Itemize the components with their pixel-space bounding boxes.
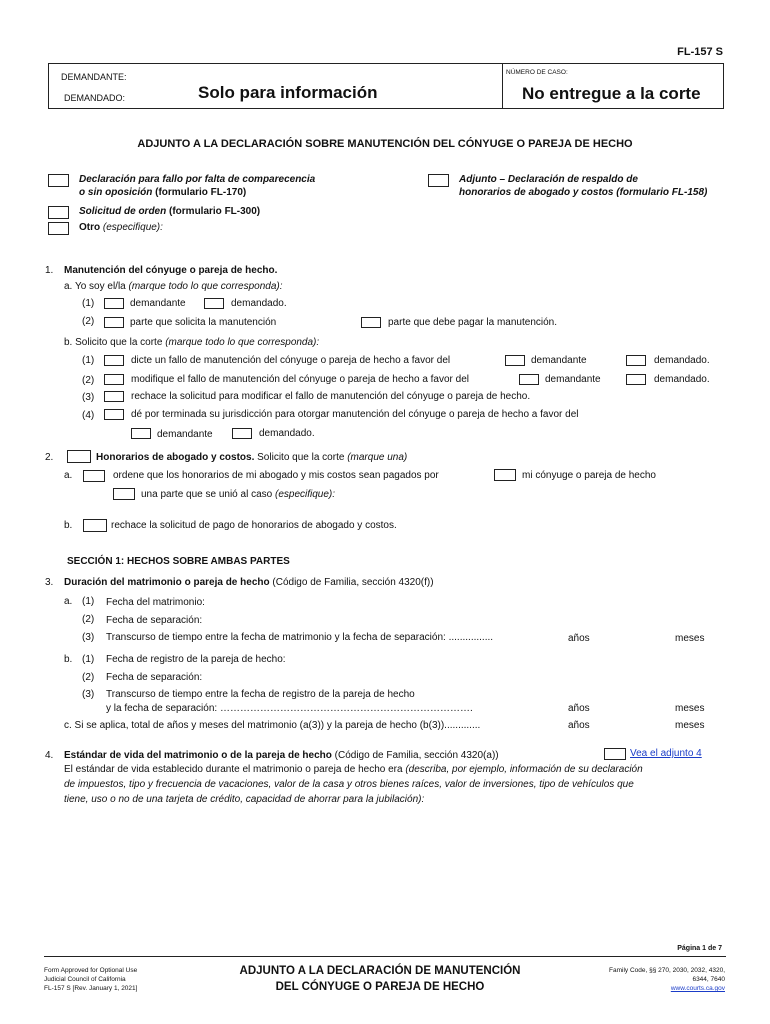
other-checkbox[interactable] bbox=[48, 222, 69, 235]
item1a2-requesting-checkbox[interactable] bbox=[104, 317, 124, 328]
item1b4-number: (4) bbox=[82, 410, 95, 421]
item3a2-number: (2) bbox=[82, 614, 95, 625]
item2-title: Honorarios de abogado y costos. bbox=[96, 452, 255, 463]
item1b1-number: (1) bbox=[82, 355, 95, 366]
item3a2-text: Fecha de separación: bbox=[106, 615, 203, 626]
item2-text: Solicito que la corte bbox=[257, 452, 345, 463]
item1b2-demandado-checkbox[interactable] bbox=[626, 374, 646, 385]
item3b3-text-2: y la fecha de separación: …………………………………………………………………. bbox=[106, 703, 473, 714]
case-number-label: NÚMERO DE CASO: bbox=[506, 69, 568, 76]
item1b3-checkbox[interactable] bbox=[104, 391, 124, 402]
item1a2-requesting-label: parte que solicita la manutención bbox=[130, 317, 277, 328]
item2a-checkbox[interactable] bbox=[83, 470, 105, 482]
item1b2-text: modifique el fallo de manutención del cónyuge o pareja de hecho a favor del bbox=[131, 374, 470, 385]
item4-line1a: El estándar de vida establecido durante el matrimonio o pareja de hecho era bbox=[64, 764, 403, 775]
item4-code: (Código de Familia, sección 4320(a)) bbox=[334, 750, 499, 761]
item3b3-number: (3) bbox=[82, 689, 95, 700]
item3b1-text: Fecha de registro de la pareja de hecho: bbox=[106, 654, 286, 665]
item1b4-demandante-label: demandante bbox=[157, 429, 213, 440]
item1b4-checkbox[interactable] bbox=[104, 409, 124, 420]
footer-rule bbox=[44, 956, 726, 957]
fl300-checkbox[interactable] bbox=[48, 206, 69, 219]
item4-line1b: (describa, por ejemplo, información de su declaración bbox=[405, 764, 643, 775]
item1b-italic: (marque todo lo que corresponda): bbox=[165, 337, 320, 348]
fl170-checkbox[interactable] bbox=[48, 174, 69, 187]
item4-line3: tiene, uso o no de una tarjeta de crédito, capacidad de ahorrar para la jubilación): bbox=[64, 794, 425, 805]
item3-number: 3. bbox=[45, 577, 54, 588]
item2-italic: (marque una) bbox=[347, 452, 408, 463]
item1b2-demandante-checkbox[interactable] bbox=[519, 374, 539, 385]
item2b-text: rechace la solicitud de pago de honorarios de abogado y costos. bbox=[111, 520, 397, 531]
item3a3-text: Transcurso de tiempo entre la fecha de matrimonio y la fecha de separación: ................ bbox=[106, 632, 494, 643]
item1b2-demandante-label: demandante bbox=[545, 374, 601, 385]
footer-title-1: ADJUNTO A LA DECLARACIÓN DE MANUTENCIÓN bbox=[239, 965, 521, 977]
item3b2-number: (2) bbox=[82, 672, 95, 683]
item1b4-demandante-checkbox[interactable] bbox=[131, 428, 151, 439]
item4-number: 4. bbox=[45, 750, 54, 761]
footer-approval: Form Approved for Optional Use bbox=[44, 967, 138, 974]
item2-checkbox[interactable] bbox=[67, 450, 91, 463]
item2b-checkbox[interactable] bbox=[83, 519, 107, 532]
item3a3-number: (3) bbox=[82, 632, 95, 643]
item3c-years-label: años bbox=[568, 720, 590, 731]
item2a-spouse-checkbox[interactable] bbox=[494, 469, 516, 481]
item1a2-paying-label: parte que debe pagar la manutención. bbox=[388, 317, 558, 328]
item1b-text: Solicito que la corte bbox=[75, 337, 163, 348]
footer-code-1: Family Code, §§ 270, 2030, 2032, 4320, bbox=[609, 967, 725, 974]
item3a-prefix: a. bbox=[64, 596, 73, 607]
footer-council: Judicial Council of California bbox=[44, 976, 126, 983]
item1b1-demandado-checkbox[interactable] bbox=[626, 355, 646, 366]
item1b1-text: dicte un fallo de manutención del cónyuge o pareja de hecho a favor del bbox=[131, 355, 451, 366]
item2-number: 2. bbox=[45, 452, 54, 463]
item1-title: Manutención del cónyuge o pareja de hecho. bbox=[64, 265, 278, 276]
item1a1-demandado-checkbox[interactable] bbox=[204, 298, 224, 309]
item4-attachment-checkbox[interactable] bbox=[604, 748, 626, 760]
item2a-party-checkbox[interactable] bbox=[113, 488, 135, 500]
item1b-prefix: b. bbox=[64, 337, 73, 348]
item1a1-number: (1) bbox=[82, 298, 95, 309]
item3b2-text: Fecha de separación: bbox=[106, 672, 203, 683]
item1a1-demandante-checkbox[interactable] bbox=[104, 298, 124, 309]
do-not-deliver-notice: No entregue a la corte bbox=[522, 84, 701, 103]
item1b1-demandante-checkbox[interactable] bbox=[505, 355, 525, 366]
caption-divider bbox=[502, 64, 503, 108]
item3c-months-label: meses bbox=[675, 720, 705, 731]
caption-box bbox=[48, 63, 724, 109]
item3b1-number: (1) bbox=[82, 654, 95, 665]
item2a-text: ordene que los honorarios de mi abogado y mis costos sean pagados por bbox=[113, 470, 439, 481]
item1a1-demandante-label: demandante bbox=[130, 298, 186, 309]
fl158-label-2: honorarios de abogado y costos (formulario FL-158) bbox=[459, 187, 708, 198]
item3b3-years-label: años bbox=[568, 703, 590, 714]
item1b2-number: (2) bbox=[82, 375, 95, 386]
footer-revision: FL-157 S [Rev. January 1, 2021] bbox=[44, 985, 138, 992]
item3a1-number: (1) bbox=[82, 596, 95, 607]
item1b4-text: dé por terminada su jurisdicción para otorgar manutención del cónyuge o pareja de hecho a favor del bbox=[131, 409, 579, 420]
item1a-italic: (marque todo lo que corresponda): bbox=[128, 281, 283, 292]
item3a3-months-label: meses bbox=[675, 633, 705, 644]
fl158-checkbox[interactable] bbox=[428, 174, 449, 187]
fl170-label-2b: (formulario FL-170) bbox=[155, 187, 247, 198]
item3a3-years-label: años bbox=[568, 633, 590, 644]
form-title: ADJUNTO A LA DECLARACIÓN SOBRE MANUTENCIÓN DEL CÓNYUGE O PAREJA DE HECHO bbox=[137, 138, 633, 150]
fl300-label-b: (formulario FL-300) bbox=[169, 206, 261, 217]
item1b3-text: rechace la solicitud para modificar el fallo de manutención del cónyuge o pareja de hecho. bbox=[131, 391, 531, 402]
item4-line2: de impuestos, tipo y frecuencia de vacaciones, valor de la casa y otros bienes raíces, valor de inversiones, tipo de vehículos que bbox=[64, 779, 634, 790]
fl170-label-1: Declaración para fallo por falta de comparecencia bbox=[79, 174, 316, 185]
item1b4-demandado-checkbox[interactable] bbox=[232, 428, 252, 439]
item3b3-text-1: Transcurso de tiempo entre la fecha de registro de la pareja de hecho bbox=[106, 689, 415, 700]
other-specify-label: (especifique): bbox=[102, 222, 163, 233]
demandado-label: DEMANDADO: bbox=[64, 93, 126, 103]
item3b-prefix: b. bbox=[64, 654, 73, 665]
footer-code-2: 6344, 7640 bbox=[692, 976, 725, 983]
item1b3-number: (3) bbox=[82, 392, 95, 403]
fl170-label-2a: o sin oposición bbox=[79, 187, 153, 198]
page-number: Página 1 de 7 bbox=[677, 945, 722, 952]
item2a-spouse-label: mi cónyuge o pareja de hecho bbox=[522, 470, 656, 481]
fl158-label-1: Adjunto – Declaración de respaldo de bbox=[459, 174, 638, 185]
info-only-notice: Solo para información bbox=[198, 83, 378, 102]
item2a-party-italic: (especifique): bbox=[275, 489, 336, 500]
item1b4-demandado-label: demandado. bbox=[259, 428, 315, 439]
item3a1-text: Fecha del matrimonio: bbox=[106, 597, 205, 608]
item2b-prefix: b. bbox=[64, 520, 73, 531]
item1b2-checkbox[interactable] bbox=[104, 374, 124, 385]
item1a-text: Yo soy el/la bbox=[74, 281, 126, 292]
footer-website-link[interactable]: www.courts.ca.gov bbox=[670, 985, 725, 992]
item1b1-checkbox[interactable] bbox=[104, 355, 124, 366]
item1b1-demandante-label: demandante bbox=[531, 355, 587, 366]
item3-code: (Código de Familia, sección 4320(f)) bbox=[272, 577, 434, 588]
item1a2-number: (2) bbox=[82, 316, 95, 327]
form-id: FL-157 S bbox=[677, 46, 723, 58]
item1b1-demandado-label: demandado. bbox=[654, 355, 710, 366]
item1a1-demandado-label: demandado. bbox=[231, 298, 287, 309]
item1-number: 1. bbox=[45, 265, 54, 276]
item2a-prefix: a. bbox=[64, 470, 73, 481]
item3c-text: c. Si se aplica, total de años y meses del matrimonio (a(3)) y la pareja de hecho (b(3))............. bbox=[64, 720, 481, 731]
demandante-label: DEMANDANTE: bbox=[61, 72, 127, 82]
item1a-prefix: a. bbox=[64, 281, 73, 292]
item1a2-paying-checkbox[interactable] bbox=[361, 317, 381, 328]
item2a-party-label: una parte que se unió al caso bbox=[141, 489, 273, 500]
other-label: Otro bbox=[79, 222, 101, 233]
section-1-heading: SECCIÓN 1: HECHOS SOBRE AMBAS PARTES bbox=[67, 556, 290, 567]
item4-title: Estándar de vida del matrimonio o de la pareja de hecho bbox=[64, 750, 332, 761]
item1b2-demandado-label: demandado. bbox=[654, 374, 710, 385]
item3-title: Duración del matrimonio o pareja de hecho bbox=[64, 577, 270, 588]
footer-title-2: DEL CÓNYUGE O PAREJA DE HECHO bbox=[275, 981, 485, 993]
item4-attachment-link[interactable]: Vea el adjunto 4 bbox=[630, 748, 702, 759]
fl300-label-a: Solicitud de orden bbox=[79, 206, 167, 217]
item3b3-months-label: meses bbox=[675, 703, 705, 714]
